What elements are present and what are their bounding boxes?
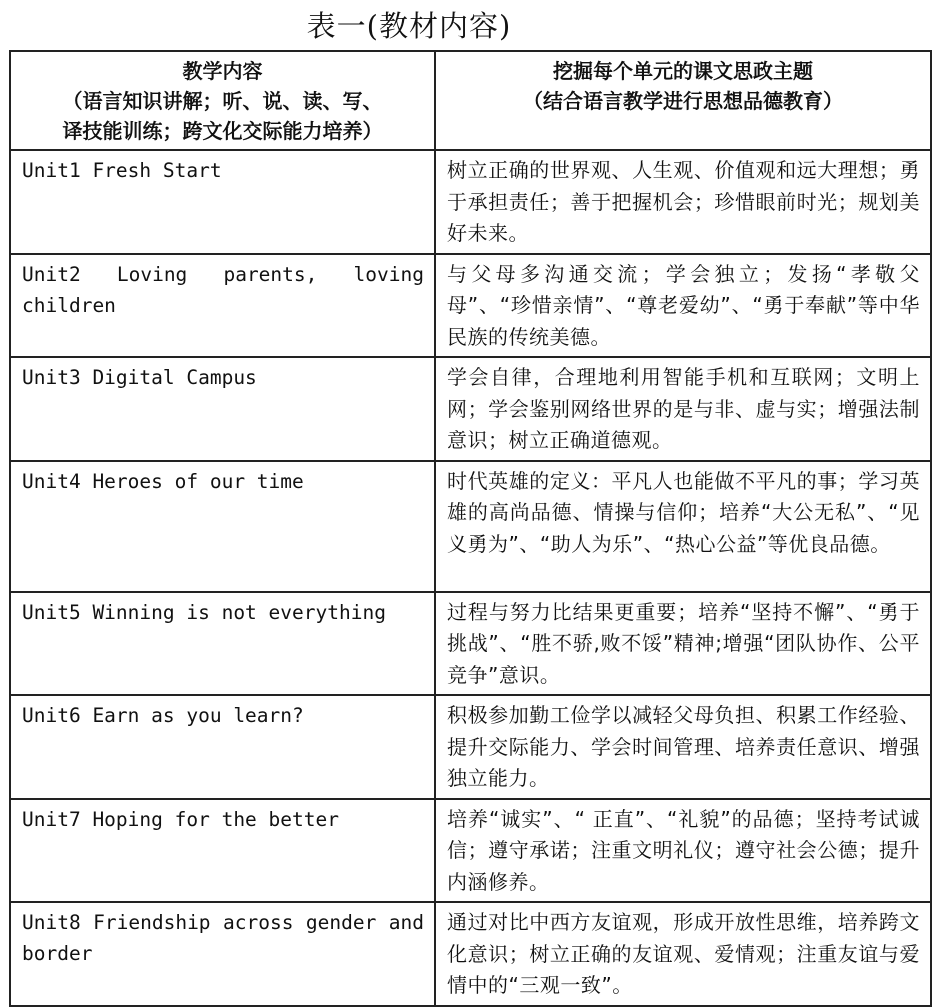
header-teaching-content xyxy=(10,51,435,150)
table-caption: 表一(教材内容) xyxy=(306,9,512,43)
unit-cell: Unit2 Loving parents, loving children xyxy=(10,254,435,358)
table-row xyxy=(10,357,931,461)
theme-cell: 积极参加勤工俭学以减轻父母负担、积累工作经验、提升交际能力、学会时间管理、培养责任意识、增强独立能力。 xyxy=(435,695,931,799)
header-ideological-theme-text: 挖掘每个单元的课文思政主题 （结合语言教学进行思想品德教育） xyxy=(523,59,843,113)
unit-cell: Unit6 Earn as you learn? xyxy=(10,695,435,799)
unit-cell: Unit8 Friendship across gender and border xyxy=(10,902,435,1006)
header-ideological-theme xyxy=(435,51,931,150)
table-row xyxy=(10,695,931,799)
theme-cell: 树立正确的世界观、人生观、价值观和远大理想；勇于承担责任；善于把握机会；珍惜眼前时光；规划美好未来。 xyxy=(435,150,931,254)
theme-cell: 学会自律，合理地利用智能手机和互联网；文明上网；学会鉴别网络世界的是与非、虚与实；增强法制意识；树立正确道德观。 xyxy=(435,357,931,461)
theme-cell: 与父母多沟通交流；学会独立；发扬“孝敬父母”、“珍惜亲情”、“尊老爱幼”、“勇于奉献”等中华民族的传统美德。 xyxy=(435,254,931,358)
unit-cell: Unit1 Fresh Start xyxy=(10,150,435,254)
theme-cell: 培养“诚实”、“ 正直”、“礼貌”的品德；坚持考试诚信；遵守承诺；注重文明礼仪；遵守社会公德；提升内涵修养。 xyxy=(435,799,931,903)
table-row xyxy=(10,902,931,1006)
theme-cell: 时代英雄的定义：平凡人也能做不平凡的事；学习英雄的高尚品德、情操与信仰；培养“大公无私”、“见义勇为”、“助人为乐”、“热心公益”等优良品德。 xyxy=(435,461,931,592)
table-row xyxy=(10,150,931,254)
table-row xyxy=(10,254,931,358)
table-row xyxy=(10,799,931,903)
header-teaching-content-text: 教学内容 （语言知识讲解；听、说、读、写、 译技能训练；跨文化交际能力培养） xyxy=(62,59,383,143)
theme-cell: 过程与努力比结果更重要；培养“坚持不懈”、“勇于挑战”、“胜不骄,败不馁”精神;增强“团队协作、公平竞争”意识。 xyxy=(435,592,931,696)
table-header-row xyxy=(10,51,931,150)
unit-cell: Unit3 Digital Campus xyxy=(10,357,435,461)
unit-cell: Unit4 Heroes of our time xyxy=(10,461,435,592)
theme-cell: 通过对比中西方友谊观，形成开放性思维，培养跨文化意识；树立正确的友谊观、爱情观；注重友谊与爱情中的“三观一致”。 xyxy=(435,902,931,1006)
unit-cell: Unit7 Hoping for the better xyxy=(10,799,435,903)
table-row xyxy=(10,592,931,696)
teaching-content-table xyxy=(9,50,932,1007)
table-row xyxy=(10,461,931,592)
unit-cell: Unit5 Winning is not everything xyxy=(10,592,435,696)
